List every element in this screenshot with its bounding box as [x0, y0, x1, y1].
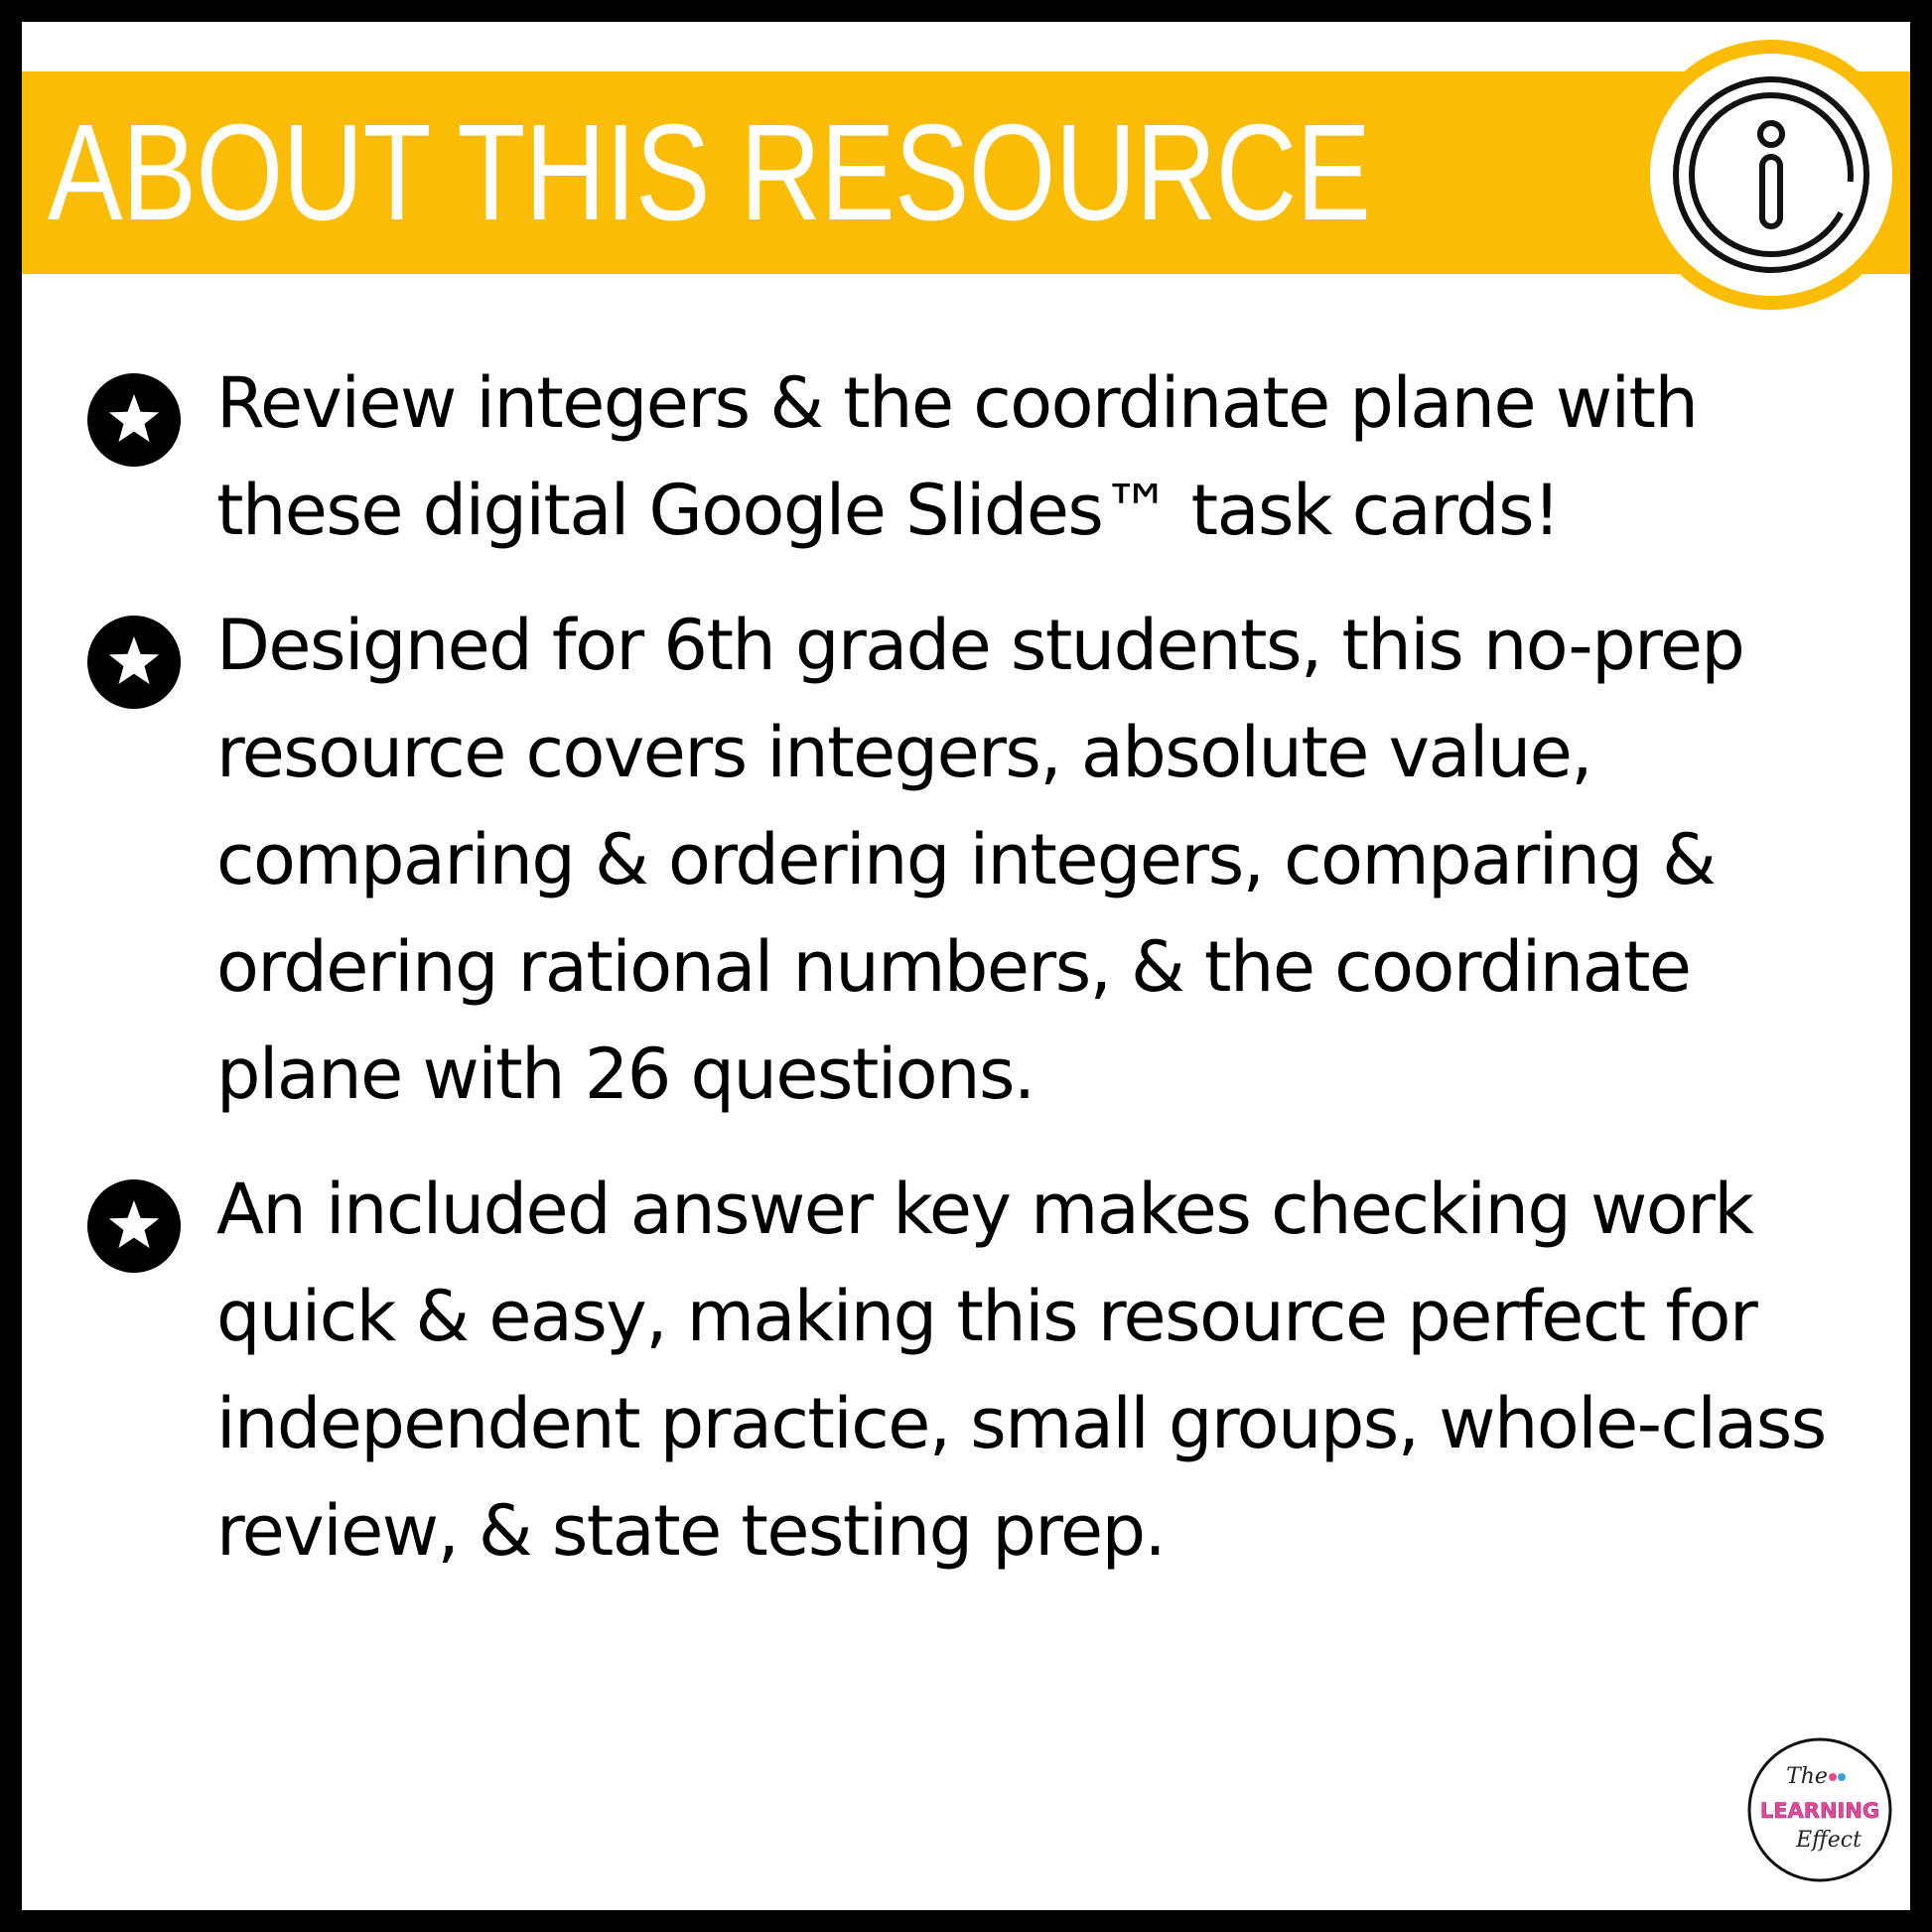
logo-line-1: The — [1786, 1764, 1828, 1789]
logo-line-2: LEARNING — [1759, 1799, 1880, 1823]
brand-logo — [1747, 1737, 1892, 1882]
star-icon — [87, 616, 181, 709]
bullet-item — [68, 592, 1884, 1128]
bullet-text: Designed for 6th grade students, this no-prep resource covers integers, absolute value, comparing & ordering integers, comparing & ordering rational numbers, & the coordinate plane with 26 questions. — [216, 605, 1744, 1115]
bullet-text: Review integers & the coordinate plane with these digital Google Slides™ task cards! — [216, 362, 1698, 551]
resource-card — [22, 22, 1910, 1910]
bullet-item — [68, 349, 1884, 564]
star-icon — [87, 1179, 181, 1273]
star-icon — [87, 373, 181, 467]
page-title: ABOUT THIS RESOURCE — [48, 96, 1371, 249]
bullet-text: An included answer key makes checking work quick & easy, making this resource perfect for independent practice, small groups, whole-class review, & state testing prep. — [216, 1169, 1826, 1572]
info-icon — [1636, 40, 1906, 310]
info-badge — [1636, 40, 1906, 310]
bullet-item — [68, 1156, 1884, 1585]
bullet-list — [68, 349, 1884, 1612]
logo-line-3: Effect — [1796, 1828, 1862, 1853]
